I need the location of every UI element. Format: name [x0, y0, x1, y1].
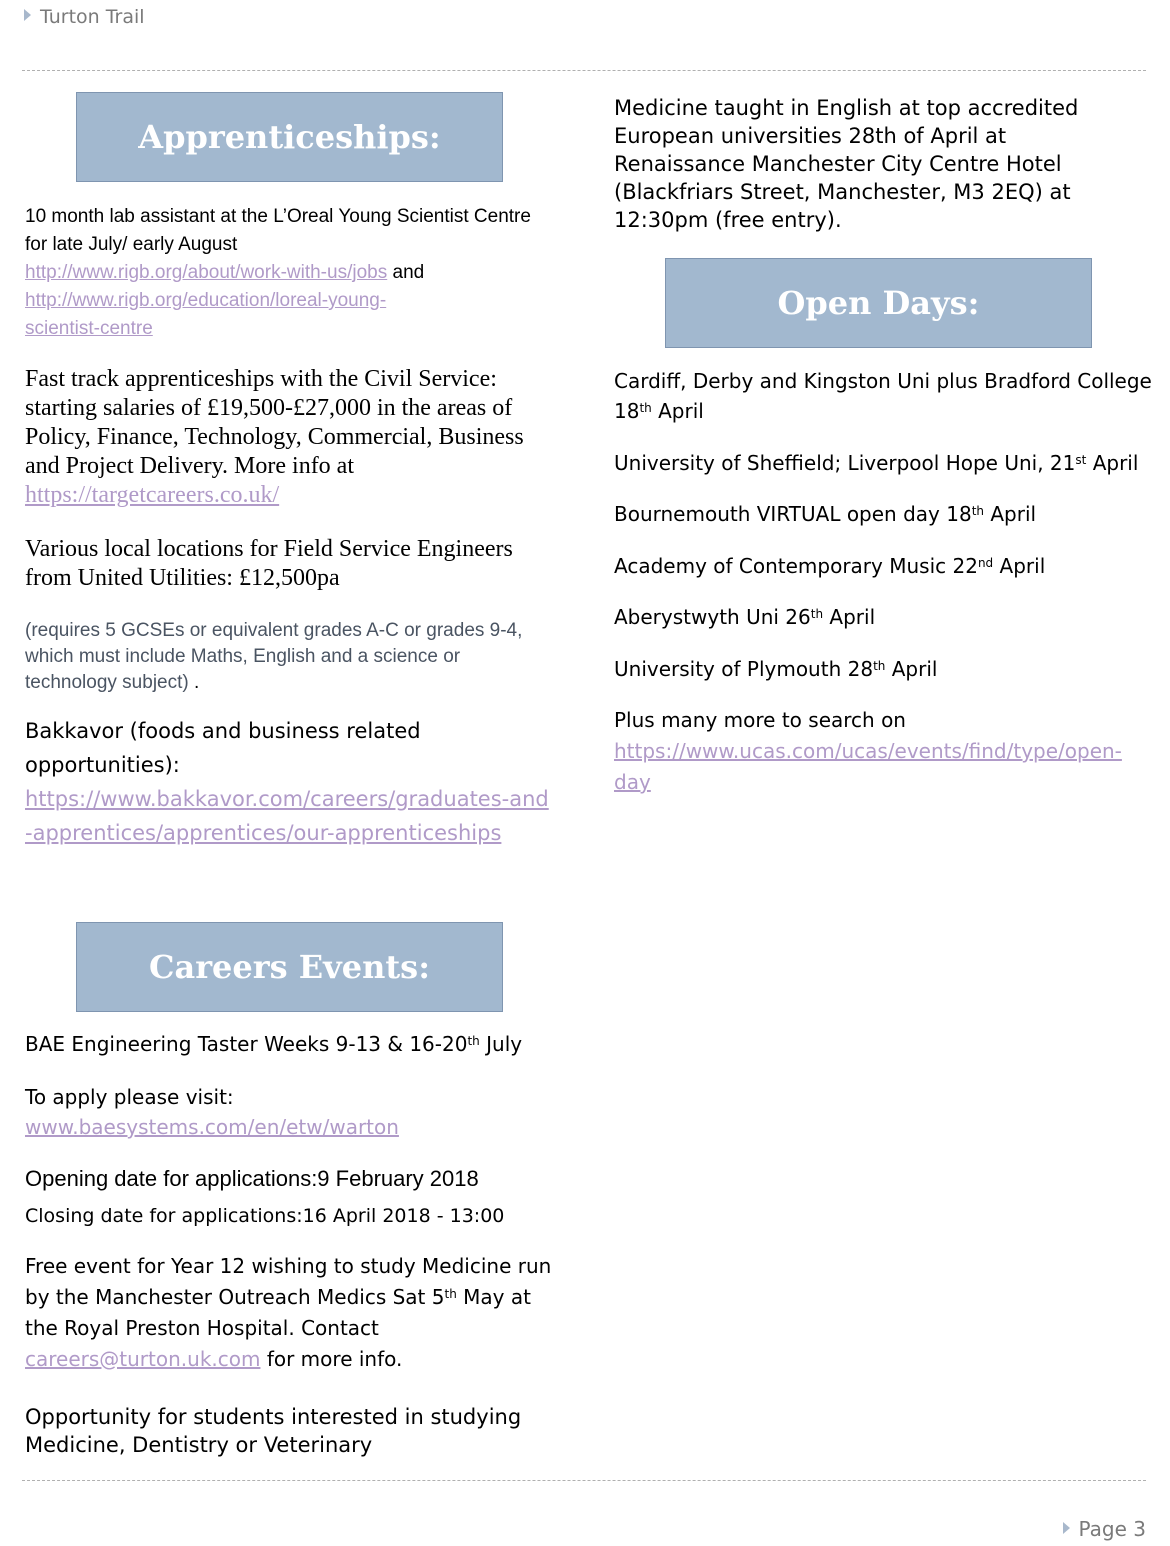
baesystems-link[interactable]: www.baesystems.com/en/etw/warton	[25, 1115, 399, 1139]
careers-events-heading: Careers Events:	[76, 922, 503, 1012]
open-day-item: Aberystwyth Uni 26th April	[614, 605, 876, 629]
bae-sup: th	[467, 1034, 480, 1048]
opportunity-paragraph: Opportunity for students interested in studying Medicine, Dentistry or Veterinary	[25, 1405, 522, 1457]
medics-sup: th	[444, 1287, 457, 1301]
apply-text: To apply please visit:	[25, 1085, 234, 1109]
page-number: Page 3	[1063, 1517, 1147, 1541]
running-header	[24, 6, 145, 28]
civil-service-paragraph	[25, 365, 560, 510]
targetcareers-link[interactable]: https://targetcareers.co.uk/	[25, 482, 280, 508]
bakkavor-paragraph	[25, 714, 555, 850]
triangle-bullet-icon	[24, 9, 31, 21]
medics-suffix: for more info.	[266, 1347, 403, 1371]
open-day-item: University of Plymouth 28th April	[614, 657, 938, 681]
requirements-text: (requires 5 GCSEs or equivalent grades A-C or grades 9-4, which must include Maths, English and a science or technology subject)	[25, 620, 523, 693]
lab-assistant-paragraph	[25, 203, 555, 343]
bakkavor-text: Bakkavor (foods and business related opportunities):	[25, 719, 421, 777]
rigb-jobs-link[interactable]: http://www.rigb.org/about/work-with-us/jobs	[25, 262, 388, 283]
medics-text-2: May at the Royal Preston Hospital. Contact	[25, 1285, 531, 1340]
civil-text: Fast track apprenticeships with the Civil Service: starting salaries of £19,500-£27,000 in the areas of Policy, Finance, Technology, Commercial, Business and Project Delivery. More info at	[25, 366, 524, 479]
open-day-item: Academy of Contemporary Music 22nd April	[614, 554, 1046, 578]
bae-suffix: July	[486, 1032, 523, 1056]
more-open-days-paragraph	[614, 705, 1154, 798]
open-day-item: Cardiff, Derby and Kingston Uni plus Bradford College 18th April	[614, 369, 1152, 423]
medicine-europe-paragraph: Medicine taught in English at top accredited European universities 28th of April at Renaissance Manchester City Centre Hotel (Blackfriars Street, Manchester, M3 2EQ) at 12:30pm (free entry).	[614, 96, 1079, 232]
ucas-open-day-link[interactable]: https://www.ucas.com/ucas/events/find/type/open-day	[614, 739, 1122, 794]
lab-text: 10 month lab assistant at the L’Oreal Young Scientist Centre for late July/ early August	[25, 206, 531, 255]
top-divider	[22, 70, 1146, 71]
opening-date: Opening date for applications:9 February 2018	[25, 1166, 479, 1191]
requirements-paragraph	[25, 618, 550, 696]
rigb-loreal-link[interactable]: http://www.rigb.org/education/loreal-young-scientist-centre	[25, 290, 387, 339]
more-text: Plus many more to search on	[614, 708, 906, 732]
header-title: Turton Trail	[40, 6, 145, 28]
lab-and-text: and	[392, 262, 425, 283]
apprenticeships-heading: Apprenticeships:	[76, 92, 503, 182]
open-days-heading: Open Days:	[665, 258, 1092, 348]
open-day-item: Bournemouth VIRTUAL open day 18th April	[614, 502, 1037, 526]
bakkavor-link[interactable]: https://www.bakkavor.com/careers/graduates-and-apprentices/apprentices/our-apprenticeships	[25, 787, 549, 845]
requirements-dot: .	[194, 672, 200, 693]
triangle-bullet-icon	[1063, 1522, 1070, 1534]
united-utilities-paragraph: Various local locations for Field Service Engineers from United Utilities: £12,500pa	[25, 536, 513, 591]
bottom-divider	[22, 1480, 1146, 1481]
medics-paragraph	[25, 1251, 555, 1375]
careers-email-link[interactable]: careers@turton.uk.com	[25, 1347, 261, 1371]
medics-text-1: Free event for Year 12 wishing to study Medicine run by the Manchester Outreach Medics Sat 5	[25, 1254, 552, 1309]
open-day-item: University of Sheffield; Liverpool Hope Uni, 21st April	[614, 451, 1139, 475]
bae-taster-paragraph	[25, 1030, 555, 1058]
apply-paragraph	[25, 1082, 555, 1142]
closing-date: Closing date for applications:16 April 2018 - 13:00	[25, 1205, 505, 1227]
bae-text: BAE Engineering Taster Weeks 9-13 & 16-20	[25, 1032, 468, 1056]
